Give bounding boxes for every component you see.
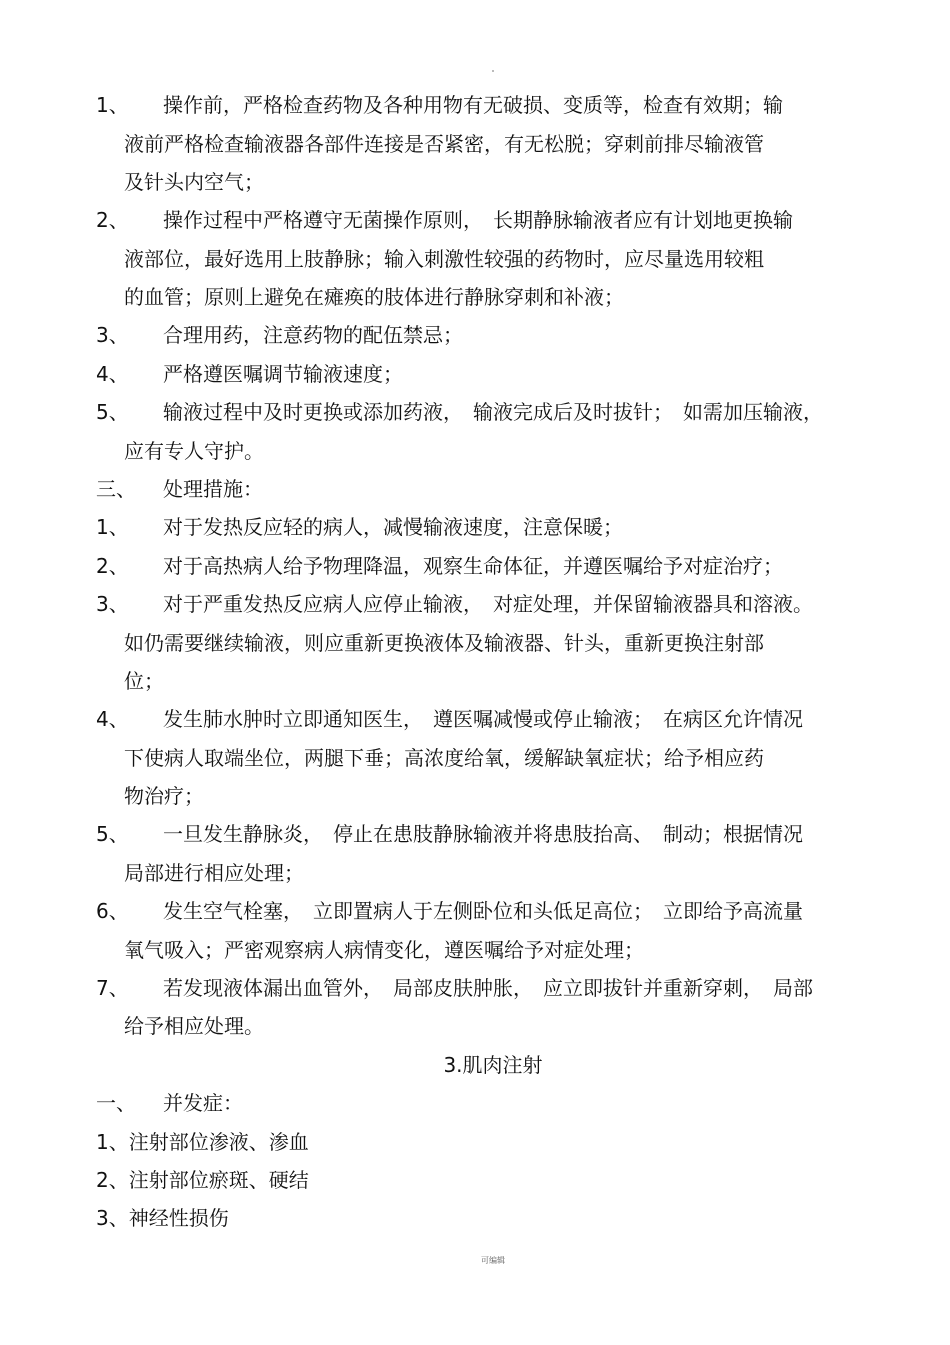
item-number: 1、: [96, 515, 129, 539]
page-mark: [492, 70, 494, 72]
item-number: 6、: [96, 899, 129, 923]
heading-number: 一、: [96, 1091, 136, 1115]
item-text: 发生空气栓塞， 立即置病人于左侧卧位和头低足高位； 立即给予高流量: [163, 899, 803, 923]
item-text: 严格遵医嘱调节输液速度；: [163, 362, 403, 386]
item-number: 4、: [96, 707, 129, 731]
item-text: 的血管；原则上避免在瘫痪的肢体进行静脉穿刺和补液；: [124, 285, 624, 309]
item-number: 2、: [96, 554, 129, 578]
item-text: 应有专人守护。: [124, 439, 264, 463]
item-text: 液前严格检查输液器各部件连接是否紧密，有无松脱；穿刺前排尽输液管: [124, 132, 764, 156]
item-text: 一旦发生静脉炎， 停止在患肢静脉输液并将患肢抬高、 制动；根据情况: [163, 822, 803, 846]
list-item: 1、注射部位渗液、渗血: [96, 1130, 309, 1154]
item-text: 操作过程中严格遵守无菌操作原则， 长期静脉输液者应有计划地更换输: [163, 208, 793, 232]
item-text: 及针头内空气；: [124, 170, 264, 194]
item-text: 对于严重发热反应病人应停止输液， 对症处理，并保留输液器具和溶液。: [163, 592, 813, 616]
list-item: 2、注射部位瘀斑、硬结: [96, 1168, 309, 1192]
item-number: 7、: [96, 976, 129, 1000]
item-text: 发生肺水肿时立即通知医生， 遵医嘱减慢或停止输液； 在病区允许情况: [163, 707, 803, 731]
section-title: 3.肌肉注射: [443, 1053, 543, 1077]
item-text: 物治疗；: [124, 784, 204, 808]
item-number: 5、: [96, 400, 129, 424]
item-text: 局部进行相应处理；: [124, 861, 304, 885]
item-text: 液部位，最好选用上肢静脉；输入刺激性较强的药物时，应尽量选用较粗: [124, 247, 764, 271]
page-footer: 可编辑: [481, 1256, 505, 1265]
item-text: 对于发热反应轻的病人，减慢输液速度，注意保暖；: [163, 515, 623, 539]
item-number: 3、: [96, 323, 129, 347]
heading-number: 三、: [96, 477, 136, 501]
item-text: 位；: [124, 669, 164, 693]
item-text: 若发现液体漏出血管外， 局部皮肤肿胀， 应立即拔针并重新穿刺， 局部: [163, 976, 813, 1000]
item-text: 操作前，严格检查药物及各种用物有无破损、变质等，检查有效期；输: [163, 93, 783, 117]
item-number: 5、: [96, 822, 129, 846]
item-number: 1、: [96, 93, 129, 117]
heading-text: 处理措施：: [163, 477, 263, 501]
item-text: 输液过程中及时更换或添加药液， 输液完成后及时拔针； 如需加压输液，: [163, 400, 823, 424]
item-number: 3、: [96, 592, 129, 616]
item-text: 下使病人取端坐位，两腿下垂；高浓度给氧，缓解缺氧症状；给予相应药: [124, 746, 764, 770]
item-text: 如仍需要继续输液，则应重新更换液体及输液器、针头，重新更换注射部: [124, 631, 764, 655]
item-text: 给予相应处理。: [124, 1014, 264, 1038]
item-number: 2、: [96, 208, 129, 232]
item-number: 4、: [96, 362, 129, 386]
item-text: 对于高热病人给予物理降温，观察生命体征，并遵医嘱给予对症治疗；: [163, 554, 783, 578]
list-item: 3、神经性损伤: [96, 1206, 229, 1230]
heading-text: 并发症：: [163, 1091, 243, 1115]
item-text: 合理用药，注意药物的配伍禁忌；: [163, 323, 463, 347]
item-text: 氧气吸入；严密观察病人病情变化，遵医嘱给予对症处理；: [124, 938, 644, 962]
